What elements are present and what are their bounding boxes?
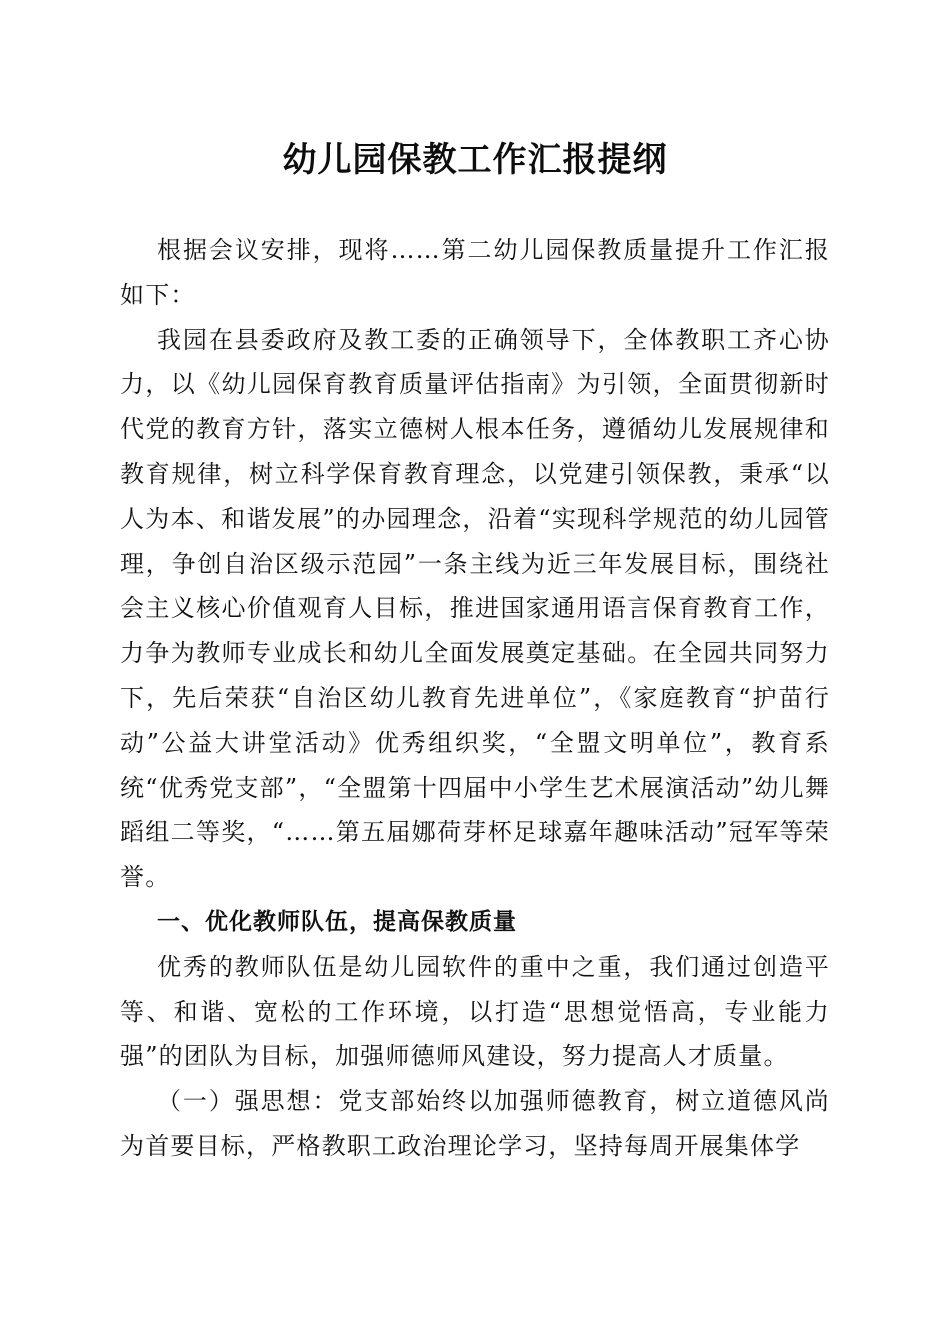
section-intro-paragraph: 优秀的教师队伍是幼儿园软件的重中之重，我们通过创造平等、和谐、宽松的工作环境，以打造“思想觉悟高，专业能力强”的团队为目标，加强师德师风建设，努力提高人才质量。	[120, 952, 830, 1071]
intro-paragraph: 根据会议安排，现将……第二幼儿园保教质量提升工作汇报如下：	[120, 236, 830, 309]
subsection-paragraph: （一）强思想：党支部始终以加强师德教育，树立道德风尚为首要目标，严格教职工政治理论学习，坚持每周开展集体学	[120, 1087, 830, 1160]
document-body	[120, 228, 830, 1169]
overview-paragraph: 我园在县委政府及教工委的正确领导下，全体教职工齐心协力，以《幼儿园保育教育质量评估指南》为引领，全面贯彻新时代党的教育方针，落实立德树人根本任务，遵循幼儿发展规律和教育规律，树立科学保育教育理念，以党建引领保教，秉承“以人为本、和谐发展”的办园理念，沿着“实现科学规范的幼儿园管理，争创自治区级示范园”一条主线为近三年发展目标，围绕社会主义核心价值观育人目标，推进国家通用语言保育教育工作，力争为教师专业成长和幼儿全面发展奠定基础。在全园共同努力下，先后荣获“自治区幼儿教育先进单位”，《家庭教育“护苗行动”公益大讲堂活动》优秀组织奖，“全盟文明单位”，教育系统“优秀党支部”，“全盟第十四届中小学生艺术展演活动”幼儿舞蹈组二等奖，“……第五届娜荷芽杯足球嘉年趣味活动”冠军等荣誉。	[120, 325, 830, 892]
document-title: 幼儿园保教工作汇报提纲	[282, 140, 668, 180]
section-heading: 一、优化教师队伍，提高保教质量	[157, 908, 517, 935]
